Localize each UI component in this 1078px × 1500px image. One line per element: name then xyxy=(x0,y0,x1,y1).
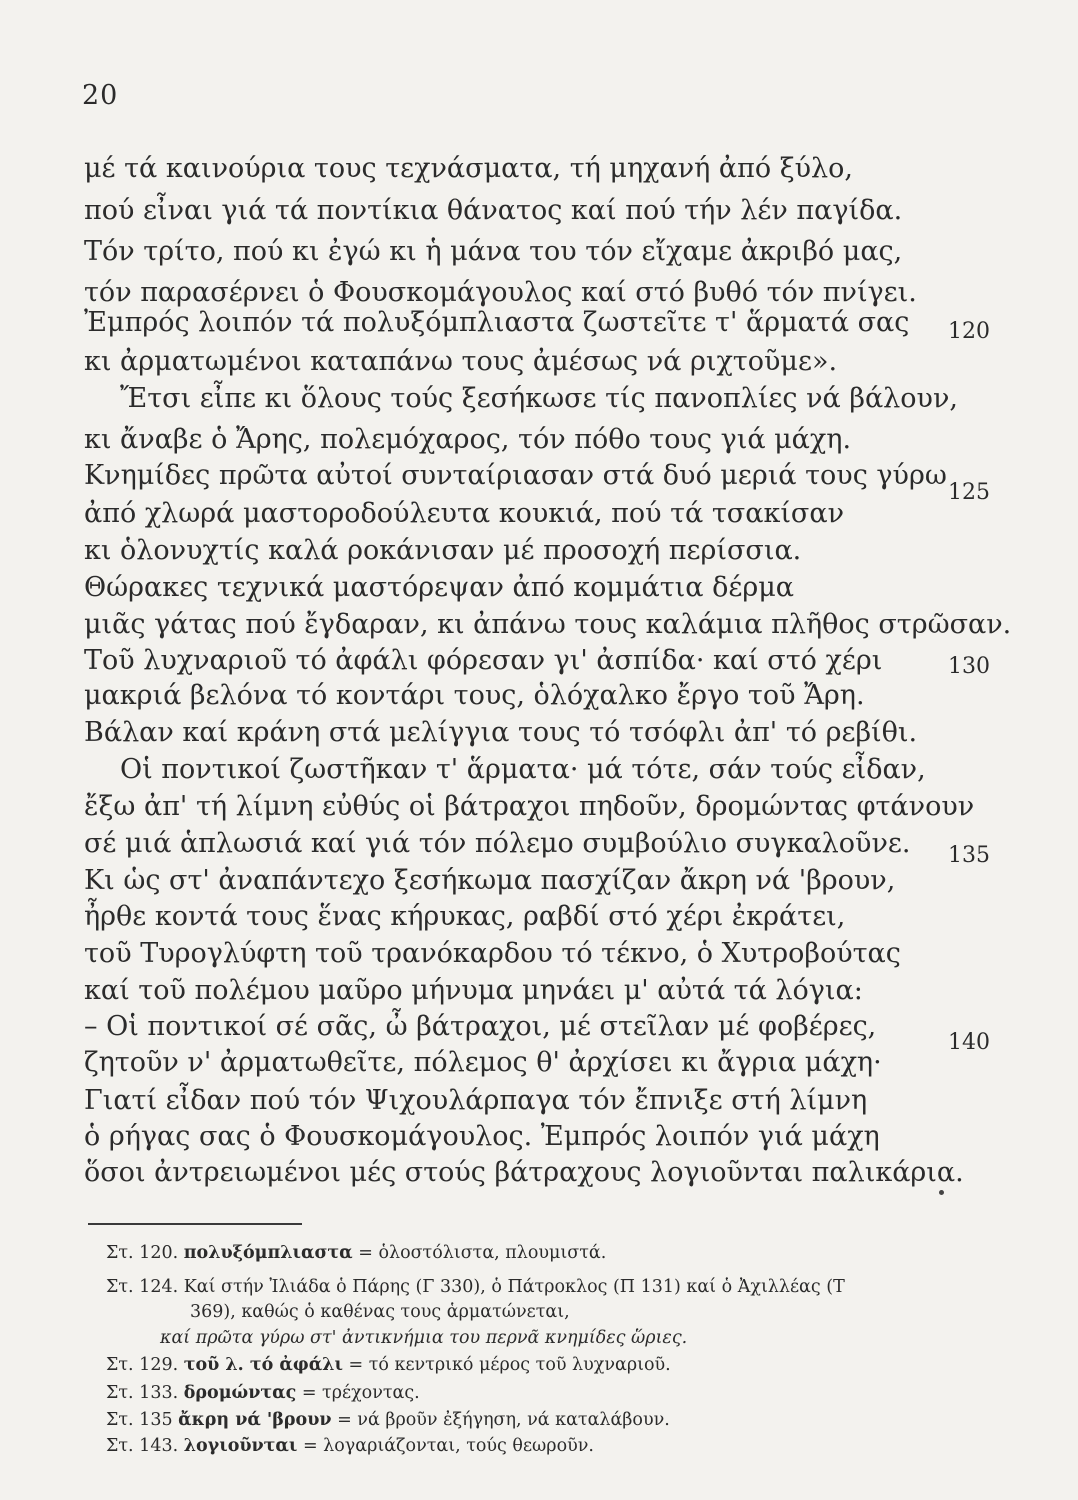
footnote-ref: Στ. 135 xyxy=(106,1410,173,1430)
verse-line: Οἱ ποντικοί ζωστῆκαν τ' ἅρματα· μά τότε, σάν τούς εἶδαν, xyxy=(120,754,926,785)
footnote-definition: = τό κεντρικό μέρος τοῦ λυχναριοῦ. xyxy=(348,1355,671,1375)
verse-number: 140 xyxy=(948,1030,990,1055)
verse-line: μιᾶς γάτας πού ἔγδαραν, κι ἀπάνω τους καλάμια πλῆθος στρῶσαν. xyxy=(84,609,1012,640)
footnote-ref: Στ. 129. xyxy=(106,1355,179,1375)
footnote-term: πολυξόμπλιαστα xyxy=(183,1243,353,1263)
footnote-ref: Στ. 143. xyxy=(106,1436,179,1456)
verse-line: Βάλαν καί κράνη στά μελίγγια τους τό τσόφλι ἀπ' τό ρεβίθι. xyxy=(84,717,918,748)
verse-line: Τοῦ λυχναριοῦ τό ἀφάλι φόρεσαν γι' ἀσπίδα· καί στό χέρι xyxy=(84,645,883,676)
verse-line: – Οἱ ποντικοί σέ σᾶς, ὦ βάτραχοι, μέ στεῖλαν μέ φοβέρες, xyxy=(84,1011,877,1042)
footnote-term: τοῦ λ. τό ἀφάλι xyxy=(183,1355,343,1375)
verse-line: κι ὁλονυχτίς καλά ροκάνισαν μέ προσοχή περίσσια. xyxy=(84,535,802,566)
verse-number: 130 xyxy=(948,654,990,679)
footnote xyxy=(106,1279,845,1297)
verse-line: ὁ ρήγας σας ὁ Φουσκομάγουλος. Ἐμπρός λοιπόν γιά μάχη xyxy=(84,1121,880,1152)
footnote-ref: Στ. 133. xyxy=(106,1383,179,1403)
verse-line: Τόν τρίτο, πού κι ἐγώ κι ἡ μάνα του τόν εἴχαμε ἀκριβό μας, xyxy=(84,236,903,267)
verse-line: τοῦ Τυρογλύφτη τοῦ τρανόκαρδου τό τέκνο, ὁ Χυτροβούτας xyxy=(84,938,901,969)
verse-number: 125 xyxy=(948,480,990,505)
verse-line: Ἔτσι εἶπε κι ὅλους τούς ξεσήκωσε τίς πανοπλίες νά βάλουν, xyxy=(120,383,958,414)
footnote-ref: Στ. 124. xyxy=(106,1277,179,1297)
footnote-rule xyxy=(88,1223,302,1225)
verse-line: ἔξω ἀπ' τή λίμνη εὐθύς οἱ βάτραχοι πηδοῦν, δρομώντας φτάνουν xyxy=(84,791,975,822)
verse-line: Ἐμπρός λοιπόν τά πολυξόμπλιαστα ζωστεῖτε τ' ἅρματά σας xyxy=(84,307,910,338)
verse-number: 120 xyxy=(948,319,990,344)
ink-dot xyxy=(939,1190,944,1195)
verse-line: Γιατί εἶδαν πού τόν Ψιχουλάρπαγα τόν ἔπνιξε στή λίμνη xyxy=(84,1085,868,1116)
verse-line: καί τοῦ πολέμου μαῦρο μήνυμα μηνάει μ' αὐτά τά λόγια: xyxy=(84,975,863,1006)
footnote-continuation: 369), καθώς ὁ καθένας τους ἁρματώνεται, xyxy=(190,1302,570,1322)
footnote-ref: Στ. 120. xyxy=(106,1243,179,1263)
footnote-quote: καί πρῶτα γύρω στ' ἀντικνήμια του περνᾶ κνημίδες ὥριες. xyxy=(160,1328,688,1348)
verse-line: τόν παρασέρνει ὁ Φουσκομάγουλος καί στό βυθό τόν πνίγει. xyxy=(84,277,917,308)
footnote-term: δρομώντας xyxy=(183,1383,297,1403)
verse-line: ἦρθε κοντά τους ἕνας κήρυκας, ραβδί στό χέρι ἐκράτει, xyxy=(84,901,846,932)
footnote xyxy=(106,1357,671,1375)
footnote-term: ἄκρη νά 'βρουν xyxy=(178,1410,332,1430)
footnote-definition: = λογαριάζονται, τούς θεωροῦν. xyxy=(302,1436,594,1456)
footnote-term: λογιοῦνται xyxy=(183,1436,298,1456)
verse-line: κι ἀρματωμένοι καταπάνω τους ἀμέσως νά ριχτοῦμε». xyxy=(84,346,838,377)
footnote-definition: Καί στήν Ἰλιάδα ὁ Πάρης (Γ 330), ὁ Πάτροκλος (Π 131) καί ὁ Ἀχιλλέας (Τ xyxy=(183,1277,845,1297)
verse-line: σέ μιά ἁπλωσιά καί γιά τόν πόλεμο συμβούλιο συγκαλοῦνε. xyxy=(84,828,911,859)
footnote-definition: = τρέχοντας. xyxy=(301,1383,420,1403)
verse-line: Θώρακες τεχνικά μαστόρεψαν ἀπό κομμάτια δέρμα xyxy=(84,572,794,603)
footnote xyxy=(106,1245,606,1263)
verse-line: κι ἄναβε ὁ Ἄρης, πολεμόχαρος, τόν πόθο τους γιά μάχη. xyxy=(84,424,852,455)
verse-number: 135 xyxy=(948,843,990,868)
verse-line: ὅσοι ἀντρειωμένοι μές στούς βάτραχους λογιοῦνται παλικάρια. xyxy=(84,1157,964,1188)
verse-line: πού εἶναι γιά τά ποντίκια θάνατος καί πού τήν λέν παγίδα. xyxy=(84,195,903,226)
footnote xyxy=(106,1438,594,1456)
verse-line: μακριά βελόνα τό κοντάρι τους, ὁλόχαλκο ἔργο τοῦ Ἄρη. xyxy=(84,680,865,711)
footnote xyxy=(106,1385,420,1403)
footnote xyxy=(106,1412,670,1430)
footnote-definition: = νά βροῦν ἐξήγηση, νά καταλάβουν. xyxy=(337,1410,670,1430)
footnote-definition: = ὁλοστόλιστα, πλουμιστά. xyxy=(358,1243,607,1263)
verse-line: ἀπό χλωρά μαστοροδούλευτα κουκιά, πού τά τσακίσαν xyxy=(84,498,845,529)
verse-line: Κι ὡς στ' ἀναπάντεχο ξεσήκωμα πασχίζαν ἄκρη νά 'βρουν, xyxy=(84,865,896,896)
verse-line: ζητοῦν ν' ἀρματωθεῖτε, πόλεμος θ' ἀρχίσει κι ἄγρια μάχη· xyxy=(84,1047,882,1078)
verse-line: Κνημίδες πρῶτα αὐτοί συνταίριασαν στά δυό μεριά τους γύρω xyxy=(84,460,947,491)
verse-line: μέ τά καινούρια τους τεχνάσματα, τή μηχανή ἀπό ξύλο, xyxy=(84,153,853,184)
page-number: 20 xyxy=(82,80,119,111)
